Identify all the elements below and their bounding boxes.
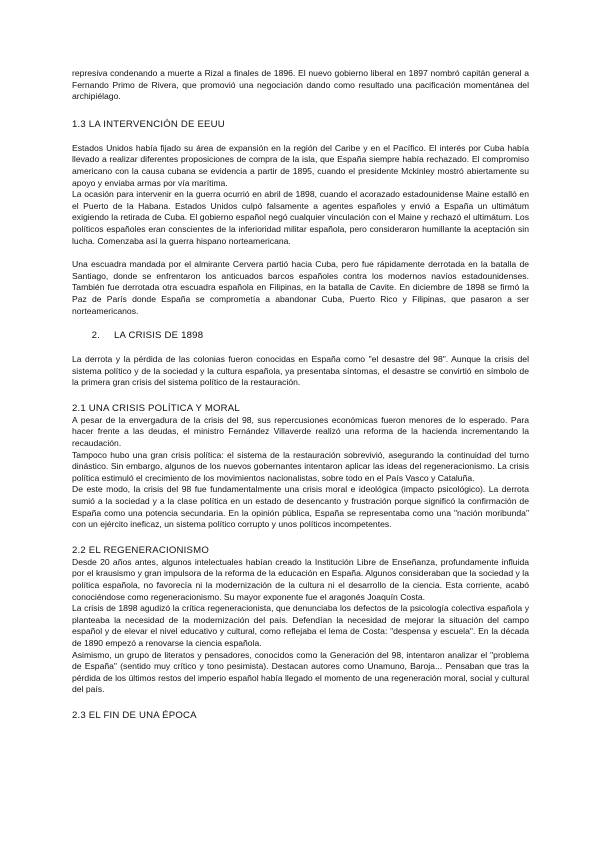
- spacer: [72, 389, 529, 403]
- paragraph: Una escuadra mandada por el almirante Cervera partió hacia Cuba, pero fue rápidamente derrotada en la batalla de Santiago, donde se enfrentaron los anticuados barcos españoles contra los modernos navíos estadounidenses. También fue derrotada otra escuadra española en Filipinas, en la batalla de Cavite. En diciembre de 1898 se firmó la Paz de París donde España se comprometía a abandonar Cuba, Puerto Rico y Filipinas, que pasaron a ser norteamericanos.: [72, 259, 529, 316]
- paragraph: La ocasión para intervenir en la guerra ocurrió en abril de 1898, cuando el acorazado estadounidense Maine estalló en el Puerto de la Habana. Estados Unidos culpó falsamente a agentes españoles y envió a España un ultimátum exigiendo la retirada de Cuba. El gobierno español negó cualquier vinculación con el Maine y rechazó el ultimátum. Los políticos españoles eran conscientes de la inferioridad militar española, pero consideraron humillante la aceptación sin lucha. Comenzaba así la guerra hispano norteamericana.: [72, 189, 529, 246]
- document-body: [72, 68, 529, 722]
- paragraph: Desde 20 años antes, algunos intelectuales habían creado la Institución Libre de Enseñanza, profundamente influida por el krausismo y gran impulsora de la reforma de la educación en España. Algunos consideraban que la sociedad y la política española, no favorecía ni la modernización de la cultura ni el desarrollo de la ciencia. Esta corriente, acabó conociéndose como regeneracionismo. Su mayor exponente fue el aragonés Joaquín Costa.: [72, 556, 529, 602]
- section-heading-2-1: 2.1 UNA CRISIS POLÍTICA Y MORAL: [72, 402, 240, 414]
- paragraph: De este modo, la crisis del 98 fue fundamentalmente una crisis moral e ideológica (impacto psicológico). La derrota sumió a la sociedad y a la clase política en un estado de desencanto y frustración porque significó la confirmación de España como una potencia secundaria. En la opinión pública, España se representaba como una "nación moribunda" con un ejército ineficaz, un sistema político corrupto y unos políticos incompetentes.: [72, 484, 529, 530]
- section-heading-1-3: 1.3 LA INTERVENCIÓN DE EEUU: [72, 118, 225, 130]
- section-heading-2-2: 2.2 EL REGENERACIONISMO: [72, 544, 209, 556]
- paragraph: Tampoco hubo una gran crisis política: el sistema de la restauración sobrevivió, asegurando la continuidad del turno dinástico. Sin embargo, algunos de los nuevos gobernantes intentaron aplicar las ideas del regeneracionismo. La crisis política estimuló el crecimiento de los movimientos nacionalistas, sobre todo en el País Vasco y Cataluña.: [72, 449, 529, 483]
- spacer: [72, 317, 529, 330]
- section-heading-2: [72, 330, 529, 342]
- spacer: [72, 103, 529, 119]
- paragraph: Asimismo, un grupo de literatos y pensadores, conocidos como la Generación del 98, intentaron analizar el "problema de España" (sentido muy crítico y tono pesimista). Destacan autores como Unamuno, Baroja... Pensaban que tras la pérdida de los últimos restos del imperio español había llegado el momento de una regeneración moral, social y cultural del país.: [72, 649, 529, 695]
- spacer: [72, 531, 529, 545]
- spacer: [72, 696, 529, 710]
- spacer: [72, 247, 529, 259]
- paragraph: La crisis de 1898 agudizó la crítica regeneracionista, que denunciaba los defectos de la psicología colectiva española y planteaba la necesidad de la modernización del país. Defendían la necesidad de mejorar la situación del campo español y de elevar el nivel educativo y cultural, como reflejaba el lema de Costa: "despensa y escuela". En la década de 1890 empezó a renovarse la ciencia española.: [72, 603, 529, 648]
- section-heading-2-3: 2.3 EL FIN DE UNA ÉPOCA: [72, 709, 197, 721]
- paragraph: La derrota y la pérdida de las colonias fueron conocidas en España como "el desastre del 98". Aunque la crisis del sistema político y de la sociedad y la cultura española, ya presentaba síntomas, el desastre se convirtió en símbolo de la primera gran crisis del sistema político de la restauración.: [72, 354, 529, 388]
- paragraph: Estados Unidos había fijado su área de expansión en la región del Caribe y en el Pacífico. El interés por Cuba había llevado a realizar diferentes proposiciones de compra de la isla, que España siempre había rechazado. El compromiso americano con la causa cubana se evidencia a partir de 1895, cuando el presidente Mckinley mostró abiertamente su apoyo y enviaba armas por vía marítima.: [72, 142, 529, 188]
- intro-paragraph: represiva condenando a muerte a Rizal a finales de 1896. El nuevo gobierno liberal en 1897 nombró capitán general a Fernando Primo de Rivera, que promovió una negociación dando como resultado una pacificación momentánea del archipiélago.: [72, 68, 529, 102]
- section-title: LA CRISIS DE 1898: [114, 330, 204, 342]
- section-number: 2.: [91, 330, 100, 342]
- paragraph: A pesar de la envergadura de la crisis del 98, sus repercusiones económicas fueron menores de lo esperado. Para hacer frente a las deudas, el ministro Fernández Villaverde realizó una reforma de la hacienda incrementando la recaudación.: [72, 414, 529, 449]
- spacer: [72, 342, 529, 354]
- spacer: [72, 131, 529, 143]
